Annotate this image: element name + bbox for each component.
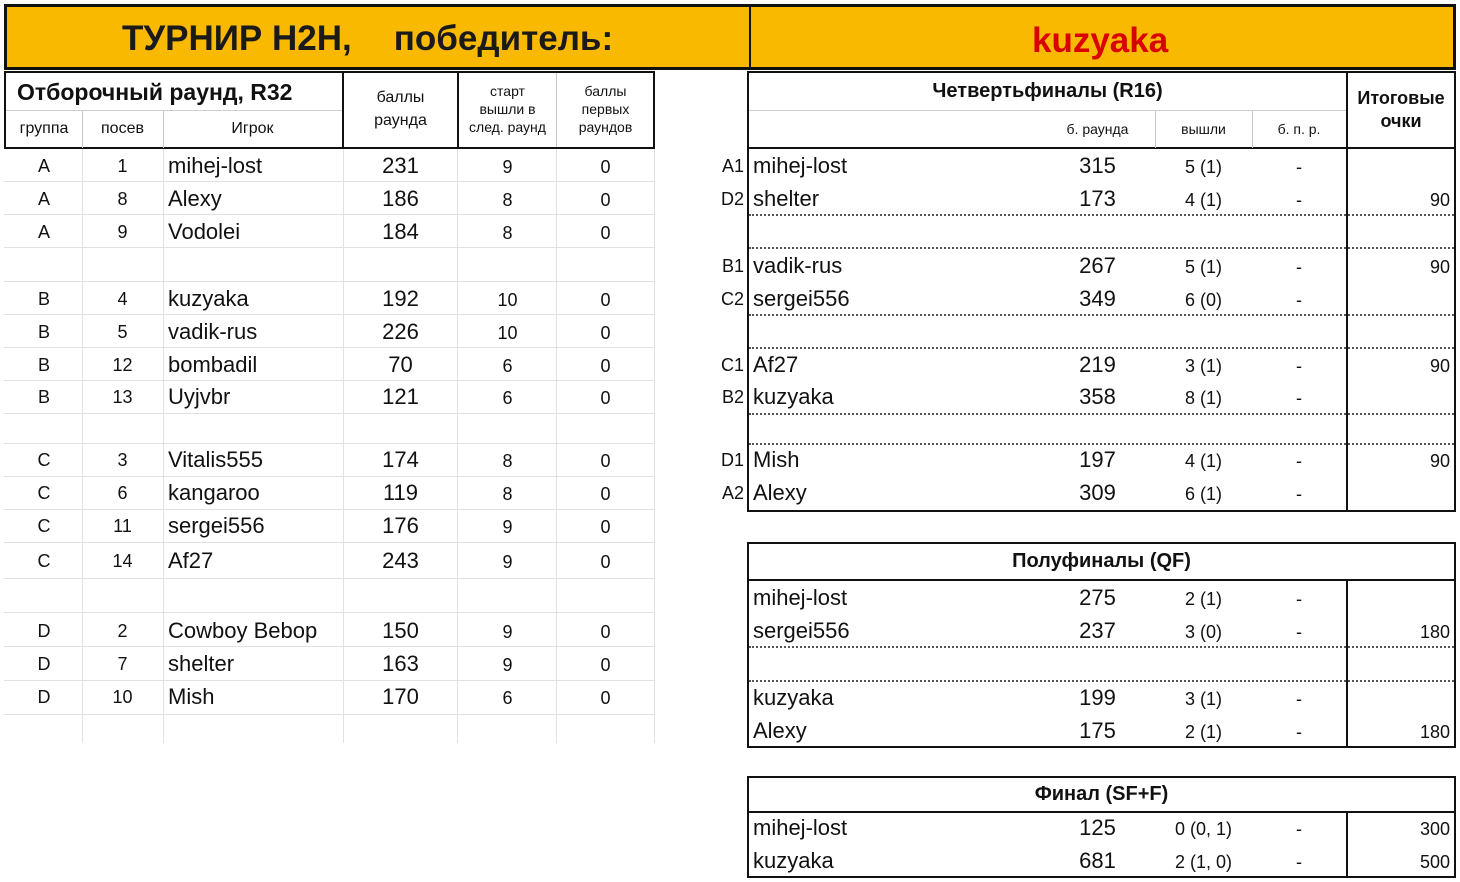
player-cell: mihej-lost <box>168 153 263 178</box>
out-cell: 4 (1) <box>1184 190 1222 210</box>
group-cell: D <box>37 654 51 674</box>
title-banner <box>4 4 1456 70</box>
seed-cell: B1 <box>721 256 744 276</box>
winner-label: победитель: <box>393 19 614 58</box>
quarterfinals-title: Четвертьфиналы (R16) <box>932 80 1163 102</box>
seed-cell: 5 <box>117 322 128 342</box>
out-cell: 3 (1) <box>1184 356 1222 376</box>
player-cell: kuzyaka <box>753 384 834 409</box>
start-cell: 6 <box>502 688 513 708</box>
player-cell: Vodolei <box>168 219 241 244</box>
start-cell: 9 <box>502 517 513 537</box>
start-cell: 9 <box>502 655 513 675</box>
col-round-points-header: б. раунда <box>1066 121 1129 137</box>
points-cell: 163 <box>382 651 419 676</box>
col-points-header-line2: раунда <box>374 112 427 129</box>
col-start-header-line2: вышли в <box>479 101 536 117</box>
points-cell: 309 <box>1079 480 1116 505</box>
points-cell: 125 <box>1079 815 1116 840</box>
col-first-header-line1: баллы <box>584 83 627 99</box>
player-cell: bombadil <box>168 352 258 377</box>
bpr-cell: - <box>1296 451 1302 471</box>
start-cell: 8 <box>502 190 513 210</box>
bpr-cell: - <box>1296 852 1302 872</box>
player-cell: kangaroo <box>168 480 260 505</box>
out-cell: 2 (1) <box>1184 589 1222 609</box>
total-points-header-line2: очки <box>1380 111 1422 131</box>
out-cell: 5 (1) <box>1184 157 1222 177</box>
out-cell: 6 (0) <box>1184 290 1222 310</box>
first-points-cell: 0 <box>600 388 611 408</box>
first-points-cell: 0 <box>600 356 611 376</box>
seed-cell: A2 <box>721 483 744 503</box>
out-cell: 2 (1) <box>1184 722 1222 742</box>
seed-cell: 2 <box>117 621 128 641</box>
col-bpr-header: б. п. р. <box>1277 121 1321 137</box>
row-divider <box>749 680 1454 682</box>
points-cell: 358 <box>1079 384 1116 409</box>
seed-cell: D1 <box>720 450 744 470</box>
points-cell: 219 <box>1079 352 1116 377</box>
player-cell: Alexy <box>168 186 222 211</box>
col-first-header-line3: раундов <box>578 119 633 135</box>
points-cell: 173 <box>1079 186 1116 211</box>
start-cell: 6 <box>502 388 513 408</box>
player-cell: shelter <box>753 186 820 211</box>
winner-name: kuzyaka <box>1032 21 1169 60</box>
points-cell: 267 <box>1079 253 1116 278</box>
total-cell: 90 <box>1429 190 1450 210</box>
first-points-cell: 0 <box>600 451 611 471</box>
start-cell: 9 <box>502 622 513 642</box>
player-cell: kuzyaka <box>753 685 834 710</box>
group-cell: B <box>37 289 50 309</box>
final-title: Финал (SF+F) <box>1034 783 1169 805</box>
banner-divider <box>749 7 751 67</box>
group-cell: C <box>37 551 51 571</box>
col-start-header-line3: след. раунд <box>469 119 546 135</box>
player-cell: mihej-lost <box>753 815 848 840</box>
out-cell: 0 (0, 1) <box>1174 819 1233 839</box>
player-cell: Af27 <box>753 352 799 377</box>
group-cell: C <box>37 450 51 470</box>
row-divider <box>749 443 1454 445</box>
row-divider <box>749 646 1454 648</box>
total-cell: 500 <box>1419 852 1450 872</box>
bpr-cell: - <box>1296 484 1302 504</box>
start-cell: 8 <box>502 223 513 243</box>
player-cell: Vitalis555 <box>168 447 263 472</box>
row-divider <box>749 413 1454 415</box>
bpr-cell: - <box>1296 356 1302 376</box>
first-points-cell: 0 <box>600 688 611 708</box>
player-cell: Af27 <box>168 548 214 573</box>
bpr-cell: - <box>1296 689 1302 709</box>
seed-cell: 10 <box>112 687 133 707</box>
first-points-cell: 0 <box>600 190 611 210</box>
bpr-cell: - <box>1296 257 1302 277</box>
row-divider <box>749 247 1454 249</box>
seed-cell: 9 <box>117 222 128 242</box>
player-cell: Mish <box>168 684 215 709</box>
row-divider <box>749 347 1454 349</box>
seed-cell: D2 <box>720 189 744 209</box>
col-out-header: вышли <box>1181 121 1226 137</box>
player-cell: kuzyaka <box>753 848 834 873</box>
total-cell: 180 <box>1419 722 1450 742</box>
points-cell: 170 <box>382 684 419 709</box>
bpr-cell: - <box>1296 157 1302 177</box>
semifinals-title: Полуфиналы (QF) <box>1012 550 1191 572</box>
seed-cell: 13 <box>112 387 133 407</box>
seed-cell: C1 <box>720 355 744 375</box>
total-points-header-line1: Итоговые <box>1357 88 1445 108</box>
points-cell: 226 <box>382 319 419 344</box>
row-divider <box>749 314 1454 316</box>
first-points-cell: 0 <box>600 323 611 343</box>
out-cell: 8 (1) <box>1184 388 1222 408</box>
total-cell: 180 <box>1419 622 1450 642</box>
bpr-cell: - <box>1296 190 1302 210</box>
group-cell: B <box>37 322 50 342</box>
start-cell: 10 <box>497 290 518 310</box>
first-points-cell: 0 <box>600 622 611 642</box>
out-cell: 3 (1) <box>1184 689 1222 709</box>
player-cell: sergei556 <box>168 513 265 538</box>
group-cell: B <box>37 355 50 375</box>
player-cell: Cowboy Bebop <box>168 618 318 643</box>
group-cell: A <box>37 156 50 176</box>
seed-cell: A1 <box>721 156 744 176</box>
player-cell: vadik-rus <box>753 253 843 278</box>
first-points-cell: 0 <box>600 552 611 572</box>
points-cell: 70 <box>388 352 413 377</box>
tournament-title <box>122 19 613 59</box>
col-first-header-line2: первых <box>581 101 630 117</box>
col-points-header-line1: баллы <box>376 89 425 106</box>
col-seed-header: посев <box>101 120 144 137</box>
points-cell: 275 <box>1079 585 1116 610</box>
player-cell: Alexy <box>753 480 807 505</box>
seed-cell: 7 <box>117 654 128 674</box>
group-cell: B <box>37 387 50 407</box>
player-cell: shelter <box>168 651 235 676</box>
seed-cell: 3 <box>117 450 128 470</box>
points-cell: 174 <box>382 447 419 472</box>
total-cell: 90 <box>1429 257 1450 277</box>
points-cell: 121 <box>382 384 419 409</box>
bpr-cell: - <box>1296 290 1302 310</box>
total-cell: 300 <box>1419 819 1450 839</box>
player-cell: Mish <box>753 447 800 472</box>
player-cell: mihej-lost <box>753 153 848 178</box>
points-cell: 197 <box>1079 447 1116 472</box>
points-cell: 175 <box>1079 718 1116 743</box>
start-cell: 8 <box>502 484 513 504</box>
group-cell: D <box>37 621 51 641</box>
points-cell: 237 <box>1079 618 1116 643</box>
col-player-header: Игрок <box>231 120 274 137</box>
seed-cell: 6 <box>117 483 128 503</box>
out-cell: 4 (1) <box>1184 451 1222 471</box>
player-cell: kuzyaka <box>168 286 249 311</box>
group-cell: A <box>37 189 50 209</box>
col-start-header-line1: старт <box>490 83 525 99</box>
total-cell: 90 <box>1429 451 1450 471</box>
points-cell: 681 <box>1079 848 1116 873</box>
points-cell: 186 <box>382 186 419 211</box>
seed-cell: 12 <box>112 355 133 375</box>
group-cell: C <box>37 483 51 503</box>
group-cell: D <box>37 687 51 707</box>
seed-cell: 1 <box>117 156 128 176</box>
seed-cell: C2 <box>720 289 744 309</box>
start-cell: 9 <box>502 552 513 572</box>
points-cell: 119 <box>382 480 419 505</box>
bpr-cell: - <box>1296 622 1302 642</box>
qualifying-title: Отборочный раунд, R32 <box>17 79 293 105</box>
seed-cell: 14 <box>112 551 133 571</box>
bpr-cell: - <box>1296 589 1302 609</box>
points-cell: 315 <box>1079 153 1116 178</box>
group-cell: A <box>37 222 50 242</box>
tournament-name: ТУРНИР H2H, <box>122 19 352 58</box>
start-cell: 6 <box>502 356 513 376</box>
points-cell: 199 <box>1079 685 1116 710</box>
points-cell: 176 <box>382 513 419 538</box>
points-cell: 150 <box>382 618 419 643</box>
out-cell: 3 (0) <box>1184 622 1222 642</box>
player-cell: Uyjvbr <box>168 384 231 409</box>
out-cell: 2 (1, 0) <box>1174 852 1233 872</box>
seed-cell: B2 <box>721 387 744 407</box>
bpr-cell: - <box>1296 722 1302 742</box>
first-points-cell: 0 <box>600 290 611 310</box>
points-cell: 349 <box>1079 286 1116 311</box>
first-points-cell: 0 <box>600 223 611 243</box>
player-cell: vadik-rus <box>168 319 258 344</box>
col-group-header: группа <box>19 120 69 137</box>
first-points-cell: 0 <box>600 655 611 675</box>
total-cell: 90 <box>1429 356 1450 376</box>
out-cell: 5 (1) <box>1184 257 1222 277</box>
seed-cell: 11 <box>113 516 132 536</box>
start-cell: 10 <box>497 323 518 343</box>
points-cell: 231 <box>382 153 419 178</box>
bpr-cell: - <box>1296 819 1302 839</box>
start-cell: 8 <box>502 451 513 471</box>
seed-cell: 8 <box>117 189 128 209</box>
player-cell: sergei556 <box>753 618 850 643</box>
player-cell: mihej-lost <box>753 585 848 610</box>
seed-cell: 4 <box>117 289 128 309</box>
first-points-cell: 0 <box>600 484 611 504</box>
row-divider <box>749 214 1454 216</box>
start-cell: 9 <box>502 157 513 177</box>
first-points-cell: 0 <box>600 157 611 177</box>
player-cell: Alexy <box>753 718 807 743</box>
bpr-cell: - <box>1296 388 1302 408</box>
out-cell: 6 (1) <box>1184 484 1222 504</box>
points-cell: 243 <box>382 548 419 573</box>
points-cell: 184 <box>382 219 419 244</box>
first-points-cell: 0 <box>600 517 611 537</box>
player-cell: sergei556 <box>753 286 850 311</box>
points-cell: 192 <box>382 286 419 311</box>
group-cell: C <box>37 516 51 536</box>
